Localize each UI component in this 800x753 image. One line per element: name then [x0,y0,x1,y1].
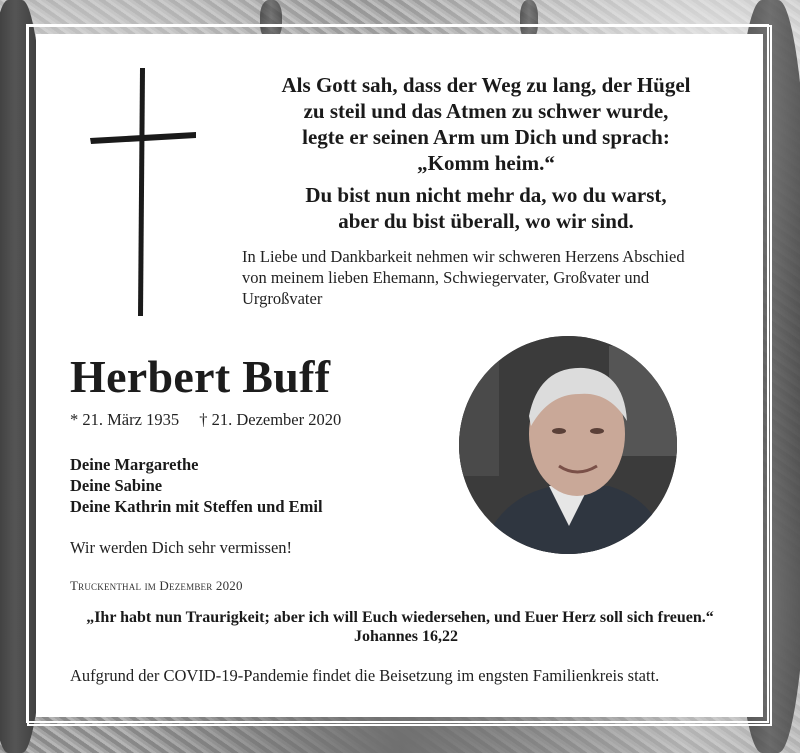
intro-line: von meinem lieben Ehemann, Schwiegervater, Großvater und [242,268,650,287]
intro-line: In Liebe und Dankbarkeit nehmen wir schweren Herzens Abschied [242,247,685,266]
bible-quote: „Ihr habt nun Traurigkeit; aber ich will Euch wiedersehen, und Euer Herz soll sich freuen.“ [86,609,714,626]
poem-line: aber du bist überall, wo wir sind. [338,209,634,233]
birth-date: * 21. März 1935 [70,410,180,429]
family-member: Deine Margarethe [70,455,199,474]
poem-line: „Komm heim.“ [417,151,555,175]
family-member: Deine Sabine [70,476,163,495]
bible-reference: Johannes 16,22 [353,628,459,645]
intro-line: Urgroßvater [242,289,323,308]
death-date: † 21. Dezember 2020 [199,410,342,429]
intro-text [242,246,742,309]
poem [226,72,746,234]
poem-line: legte er seinen Arm um Dich und sprach: [302,125,670,149]
portrait-photo [459,336,677,554]
burial-notice: Aufgrund der COVID-19-Pandemie findet die Beisetzung im engsten Familienkreis statt. [70,666,660,685]
place-date: Truckenthal im Dezember 2020 [70,578,243,593]
family-list [70,454,323,517]
obituary-card [36,34,763,717]
cross-icon [88,66,198,318]
poem-line: Als Gott sah, dass der Weg zu lang, der Hügel [281,73,691,97]
life-dates [70,410,357,430]
poem-line: Du bist nun nicht mehr da, wo du warst, [305,183,667,207]
miss-text: Wir werden Dich sehr vermissen! [70,538,293,557]
deceased-name: Herbert Buff [70,351,331,402]
family-member: Deine Kathrin mit Steffen und Emil [70,497,323,516]
poem-line: zu steil und das Atmen zu schwer wurde, [303,99,669,123]
